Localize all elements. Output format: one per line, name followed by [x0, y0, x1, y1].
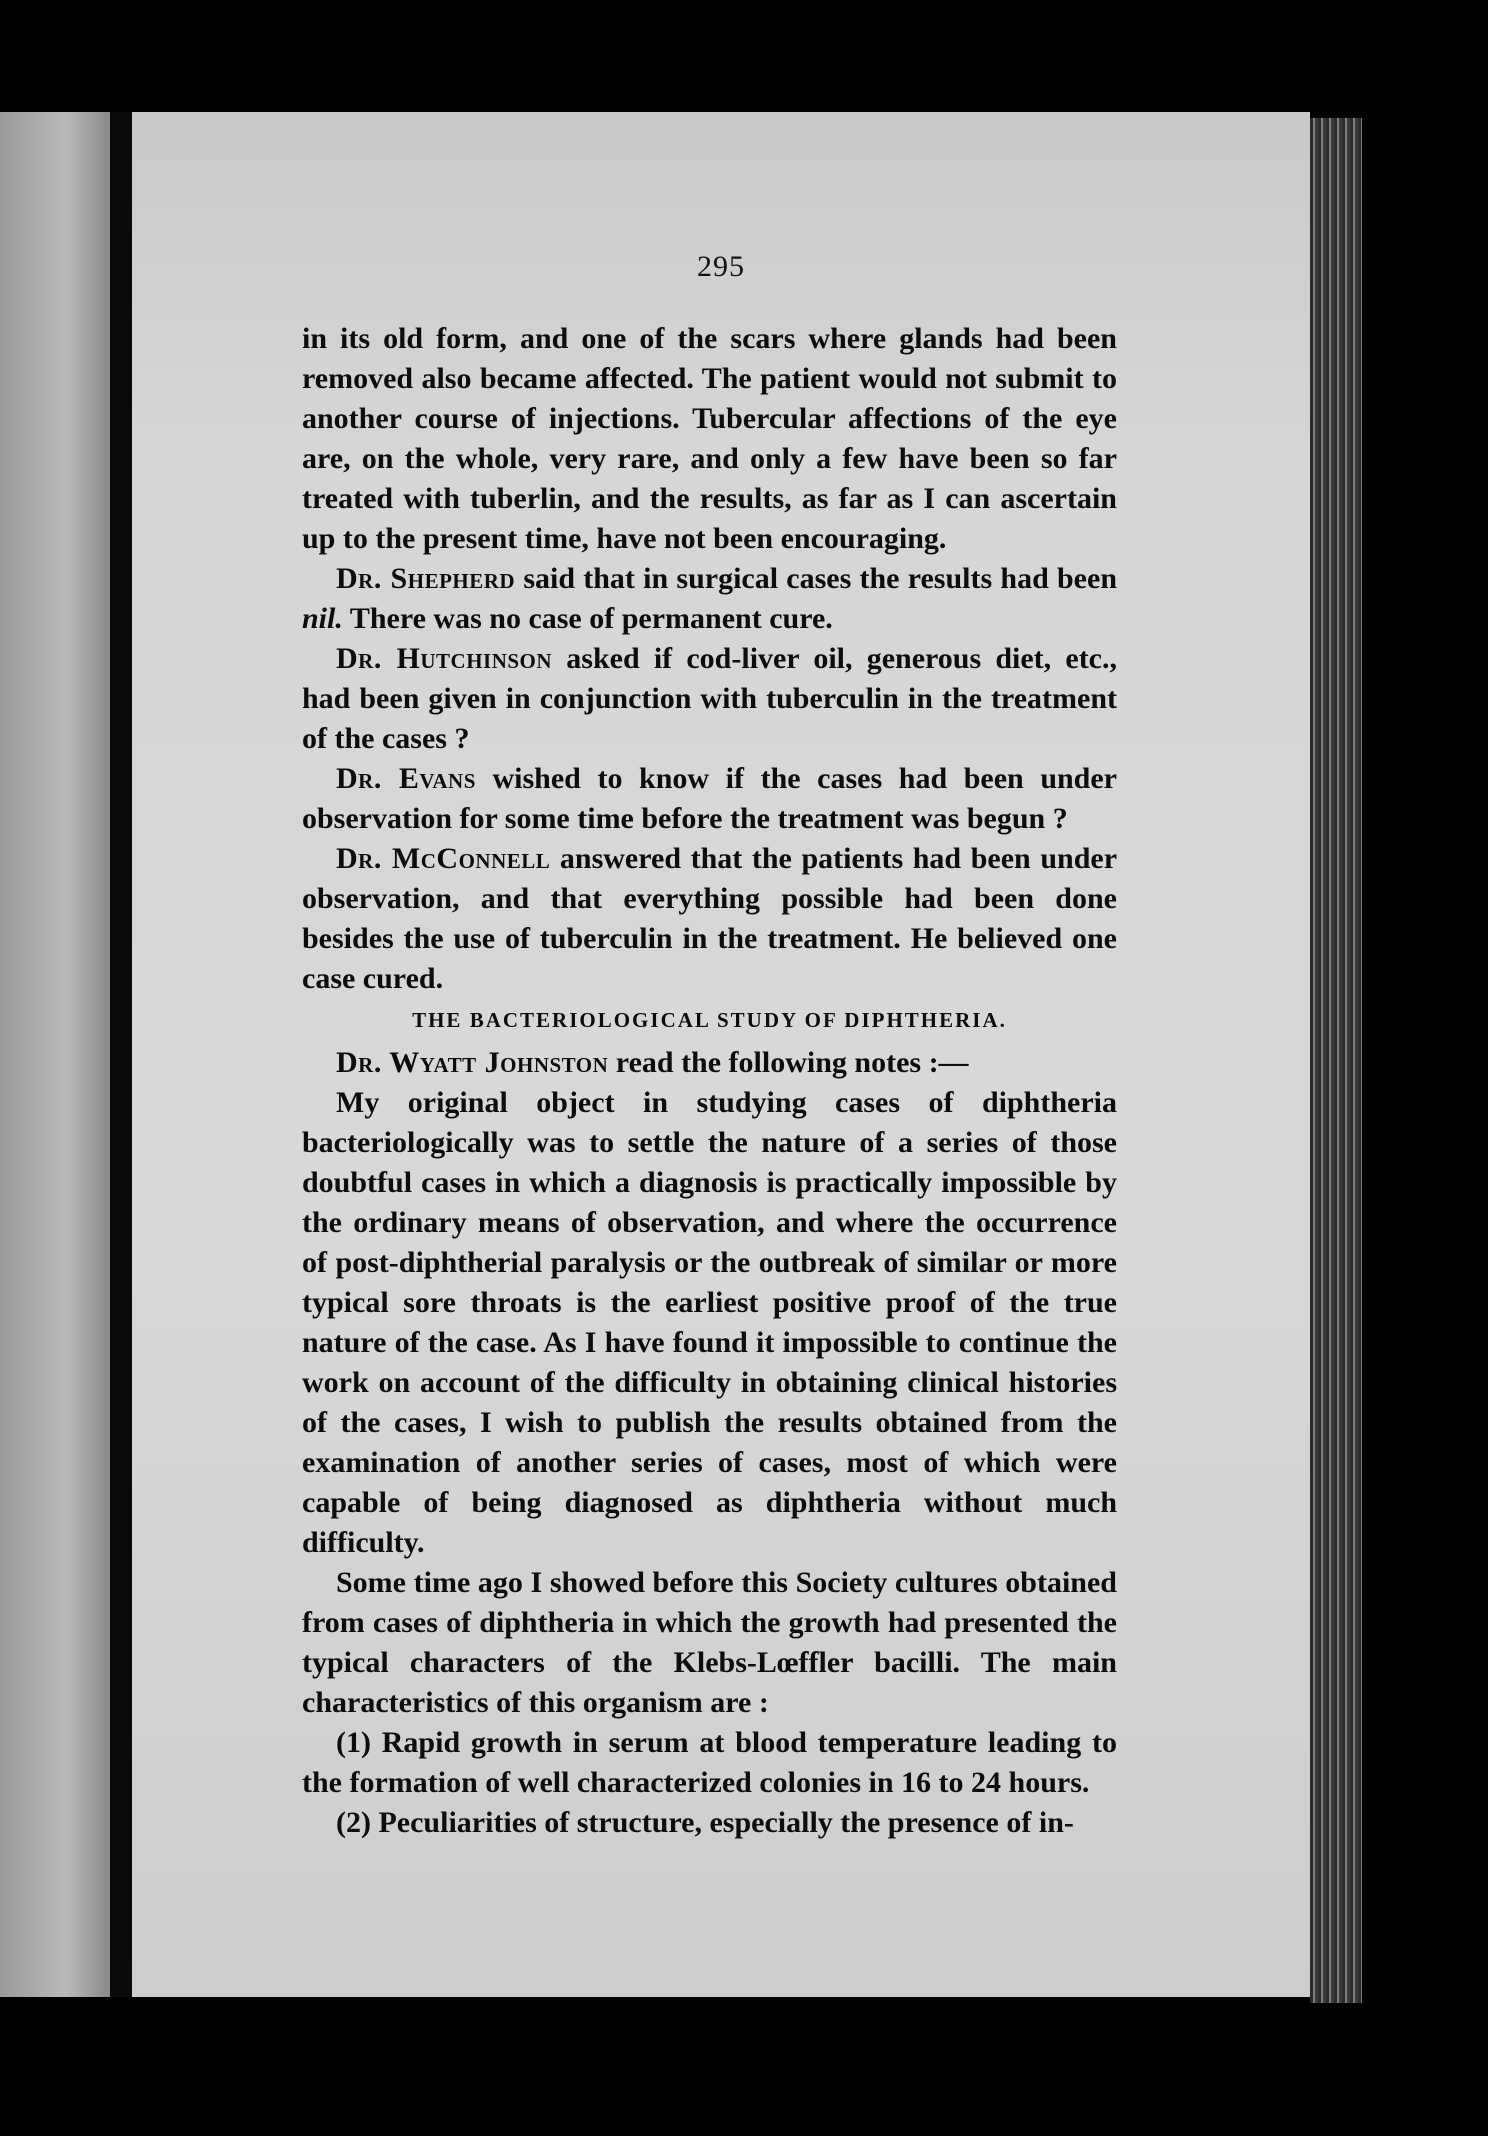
emphasis: nil. [302, 602, 343, 635]
paragraph-text: asked if cod-liver oil, generous diet, etc., had been given in conjunction with tuberculin in the treatment of the cases ? [302, 642, 1117, 755]
paragraph [302, 759, 1117, 839]
paragraph [302, 639, 1117, 759]
page-body [302, 319, 1117, 1843]
page-number: 295 [697, 250, 745, 283]
paragraph: in its old form, and one of the scars where glands had been removed also became affected. The patient would not submit to another course of injections. Tubercular affections of the eye are, on the whole, very rare, and only a few have been so far treated with tuberlin, and the results, as far as I can ascertain up to the present time, have not been encouraging. [302, 322, 1117, 555]
paragraph [302, 1043, 1117, 1083]
paragraph-text: answered that the patients had been under observation, and that everything possible had been done besides the use of tuberculin in the treatment. He believed one case cured. [302, 842, 1118, 995]
paragraph: My original object in studying cases of diphtheria bacteriologically was to settle the nature of a series of those doubtful cases in which a diagnosis is practically impossible by the ordinary means of observation, and where the occurrence of post-diphtherial paralysis or the outbreak of similar or more typical sore throats is the earliest positive proof of the true nature of the case. As I have found it impossible to continue the work on account of the difficulty in obtaining clinical histories of the cases, I wish to publish the results obtained from the examination of another series of cases, most of which were capable of being diagnosed as diphtheria without much difficulty. [302, 1086, 1117, 1559]
speaker-name: Dr. McConnell [336, 842, 551, 875]
paragraph: Some time ago I showed before this Society cultures obtained from cases of diphtheria in which the growth had presented the typical characters of the Klebs-Lœffler bacilli. The main characteristics of this organism are : [302, 1566, 1117, 1719]
page-stack-edges [1310, 118, 1362, 2003]
paragraph-text: read the following notes :— [608, 1046, 969, 1079]
paragraph: (2) Peculiarities of structure, especially the presence of in- [336, 1806, 1074, 1839]
speaker-name: Dr. Evans [336, 762, 476, 795]
section-heading: THE BACTERIOLOGICAL STUDY OF DIPHTHERIA. [412, 1008, 1007, 1032]
paragraph-text: wished to know if the cases had been under observation for some time before the treatment was begun ? [302, 762, 1117, 835]
speaker-name: Dr. Hutchinson [336, 642, 553, 675]
book-page [132, 112, 1310, 1997]
speaker-name: Dr. Wyatt Johnston [336, 1046, 609, 1079]
paragraph [302, 839, 1117, 999]
book-gutter [110, 112, 132, 1997]
speaker-name: Dr. Shepherd [336, 562, 516, 595]
paragraph-text: There was no case of permanent cure. [342, 602, 833, 635]
paragraph-text: said that in surgical cases the results had been [515, 562, 1118, 595]
paragraph [302, 559, 1117, 639]
facing-page-edge [0, 112, 110, 1997]
paragraph: (1) Rapid growth in serum at blood temperature leading to the formation of well characterized colonies in 16 to 24 hours. [302, 1726, 1117, 1799]
